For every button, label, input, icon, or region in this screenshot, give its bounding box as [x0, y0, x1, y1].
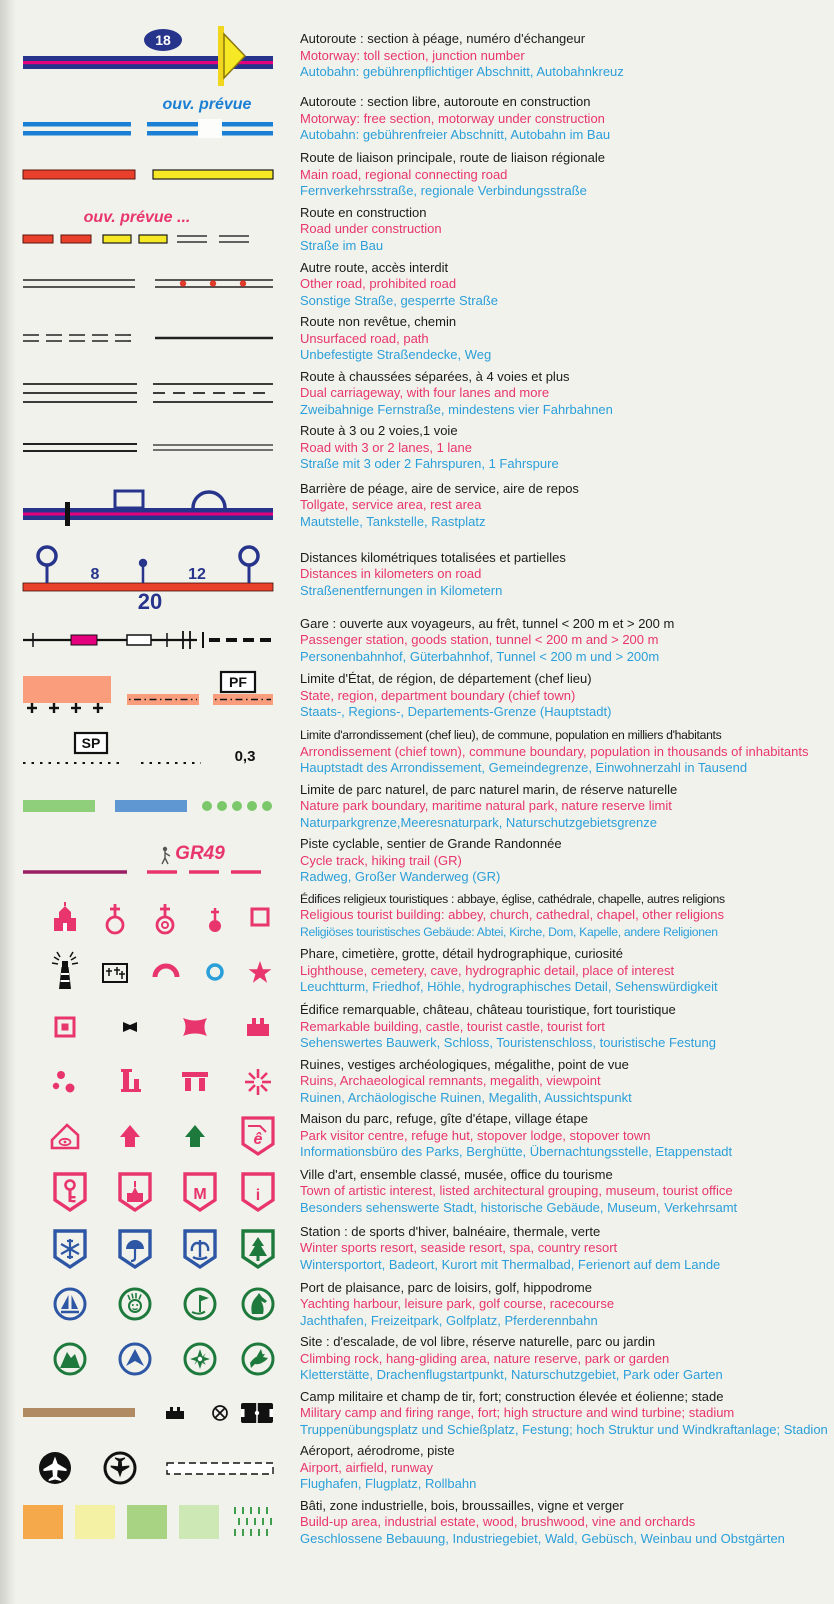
legend-row-arrondissement: SP 0,3 Limite d'arrondissement (chef lieu), de commune, population en milliers d'habitants Arrondissement (chief town), commune boundary, population in thousands of inhabitants Hauptstadt des Arrondissement, Gemeindegrenze, Einwohnerzahl in Tausend: [0, 727, 834, 777]
legend-row-state-boundary: PF Limite d'État, de région, de département (chef lieu) State, region, department boundary (chief town) Staats-, Regions-, Departements-Grenze (Hauptstadt): [0, 670, 834, 722]
svg-text:PF: PF: [229, 674, 247, 690]
seaside-resort-icon: [120, 1231, 150, 1267]
cemetery-icon: [103, 964, 127, 982]
svg-text:8: 8: [90, 565, 100, 583]
place-of-interest-icon: [249, 961, 272, 983]
svg-text:SP: SP: [81, 734, 101, 751]
artistic-town-icon: [55, 1174, 85, 1210]
legend-row-road-construction: ouv. prévue ... Route en construction Road under construction Straße im Bau: [0, 205, 834, 255]
cathedral-icon: [157, 904, 173, 933]
legend-row-tollgate: Barrière de péage, aire de service, aire de repos Tollgate, service area, rest area Mautstelle, Tankstelle, Rastplatz: [0, 478, 834, 534]
legend-row-motorway-toll: [0, 24, 834, 88]
yachting-harbour-icon: [55, 1289, 85, 1319]
legend-row-ruins: Ruines, vestiges archéologiques, mégalithe, point de vue Ruins, Archaeological remnants, megalith, viewpoint Ruinen, Archäologische Ruinen, Megalith, Aussichtspunkt: [0, 1057, 834, 1107]
remarkable-building-icon: [56, 1018, 74, 1036]
other-road-symbol: [23, 280, 135, 287]
listed-grouping-icon: [120, 1174, 150, 1210]
archaeological-remnants-icon: [121, 1069, 141, 1092]
svg-text:i: i: [255, 1186, 261, 1204]
abbey-icon: [54, 902, 76, 931]
tourist-fort-icon: [247, 1018, 269, 1036]
golf-course-icon: [185, 1289, 215, 1319]
wind-turbine-icon: [213, 1406, 227, 1420]
kilometre-marker-icon: [38, 547, 56, 583]
goods-station-icon: [127, 635, 151, 645]
road-construction-symbol: [23, 235, 249, 243]
refuge-hut-icon: [120, 1125, 140, 1147]
racecourse-icon: [243, 1289, 273, 1319]
hiker-icon: [162, 847, 170, 864]
svg-text:ouv. prévue ...: ouv. prévue ...: [83, 208, 191, 226]
svg-text:12: 12: [188, 565, 206, 583]
label-en: Motorway: toll section, junction number: [300, 47, 525, 63]
nature-reserve-limit-symbol: [202, 801, 272, 811]
two-three-lane-road-symbol: [23, 444, 137, 451]
motorway-free-symbol: [23, 96, 273, 138]
megalith-icon: [182, 1072, 208, 1091]
legend-row-landuse: Bâti, zone industrielle, bois, broussailles, vigne et verger Build-up area, industrial estate, wood, brushwood, vine and orchards Geschlossene Bebauung, Industriegebiet, Wald, Gebüsch, Weinbau und Obstgärten: [0, 1498, 834, 1548]
rest-area-icon: [193, 492, 225, 508]
legend-row-main-road: Route de liaison principale, route de liaison régionale Main road, regional connecting road Fernverkehrsstraße, regionale Verbindungsstraße: [0, 150, 834, 200]
stadium-icon: [241, 1403, 273, 1423]
dual-carriageway-symbol: [23, 384, 137, 402]
legend-row-resorts: Station : de sports d'hiver, balnéaire, thermale, verte Winter sports resort, seaside resort, spa, country resort Wintersportort, Badeort, Kurort mit Thermalbad, Ferienort auf dem Lande: [0, 1223, 834, 1275]
fort-icon: [166, 1407, 184, 1419]
passenger-station-icon: [71, 635, 97, 645]
svg-text:ouv. prévue: ouv. prévue: [162, 96, 252, 113]
legend-row-railway: Gare : ouverte aux voyageurs, au frêt, tunnel < 200 m et > 200 m Passenger station, goods station, tunnel < 200 m and > 200 m Personenbahnhof, Güterbahnhof, Tunnel < 200 m und > 200m: [0, 616, 834, 666]
winter-sports-resort-icon: [55, 1231, 85, 1267]
tourist-office-icon: [243, 1174, 273, 1210]
svg-text:ê: ê: [253, 1130, 263, 1148]
service-area-icon: [115, 491, 143, 508]
legend-row-refuges: ê Maison du parc, refuge, gîte d'étape, village étape Park visitor centre, refuge hut, stopover lodge, stopover town Informationsbüro des Parks, Berghütte, Übernachtungsstelle, Etappenstadt: [0, 1111, 834, 1161]
tollgate-icon: [65, 502, 70, 526]
lighthouse-icon: [52, 952, 78, 989]
svg-text:18: 18: [155, 32, 171, 48]
airport-icon: [39, 1452, 71, 1484]
label-de: Autobahn: gebührenpflichtiger Abschnitt, Autobahnkreuz: [300, 64, 624, 80]
one-lane-road-symbol: [153, 445, 273, 450]
svg-text:M: M: [193, 1185, 207, 1203]
climbing-rock-icon: [55, 1344, 85, 1374]
nature-park-boundary-symbol: [23, 800, 95, 812]
country-resort-icon: [243, 1231, 273, 1267]
region-boundary-symbol: [127, 694, 199, 705]
legend-row-nature-park: Limite de parc naturel, de parc naturel marin, de réserve naturelle Nature park boundary, maritime natural park, nature reserve limit Naturparkgrenze,Meeresnaturpark, Naturschutzgebietsgrenze: [0, 782, 834, 832]
kilometre-marker-icon: [240, 547, 258, 583]
cave-icon: [155, 966, 177, 977]
church-icon: [107, 904, 123, 933]
hang-gliding-icon: [120, 1344, 150, 1374]
population-value: 0,3: [234, 747, 256, 765]
marine-park-boundary-symbol: [115, 800, 187, 812]
stopover-lodge-icon: [185, 1125, 205, 1147]
legend-row-cycle-gr: GR49 Piste cyclable, sentier de Grande Randonnée Cycle track, hiking trail (GR) Radweg, Großer Wanderweg (GR): [0, 836, 834, 886]
military-camp-symbol: [23, 1408, 135, 1417]
main-road-symbol: [23, 170, 135, 179]
viewpoint-icon: [245, 1069, 271, 1095]
legend-row-dual-carriageway: Route à chaussées séparées, à 4 voies et plus Dual carriageway, with four lanes and more Zweibahnige Fernstraße, mindestens vier Fahrbahnen: [0, 369, 834, 419]
castle-icon: [123, 1022, 137, 1032]
label-fr: Autoroute : section à péage, numéro d'échangeur: [300, 31, 586, 47]
legend-row-motorway-free: ouv. prévue Autoroute : section libre, autoroute en construction Motorway: free section, motorway under construction Autobahn: gebührenfreier Abschnitt, Autobahn im Bau: [0, 93, 834, 145]
arrondissement-boundary-symbol: [23, 733, 119, 763]
park-garden-icon: [243, 1344, 273, 1374]
wood-swatch: [127, 1505, 167, 1539]
other-religion-icon: [252, 909, 268, 925]
leisure-park-icon: [120, 1289, 150, 1319]
legend-row-unsurfaced-road: Route non revêtue, chemin Unsurfaced road, path Unbefestigte Straßendecke, Weg: [0, 314, 834, 364]
legend-row-town-of-art: M i Ville d'art, ensemble classé, musée, office du tourisme Town of artistic interest, listed architectural grouping, museum, tourist office Besonders sehenswerte Stadt, historische Gebäude, Museum, Verkehrsamt: [0, 1166, 834, 1218]
ruins-icon: [53, 1071, 75, 1093]
legend-row-castles: Édifice remarquable, château, château touristique, fort touristique Remarkable building, castle, tourist castle, tourist fort Sehenswertes Bauwerk, Schloss, Touristenschloss, touristische Festung: [0, 1002, 834, 1052]
runway-symbol: [167, 1463, 273, 1474]
tourist-castle-icon: [183, 1018, 207, 1036]
svg-text:20: 20: [137, 588, 163, 611]
department-boundary-symbol: [213, 672, 273, 705]
airfield-icon: [105, 1453, 135, 1483]
four-lane-road-symbol: [153, 384, 273, 402]
stopover-town-icon: [243, 1118, 273, 1154]
legend-row-sites: Site : d'escalade, de vol libre, réserve naturelle, parc ou jardin Climbing rock, hang-gliding area, nature reserve, park or garden Kletterstätte, Drachenflugstartpunkt, Naturschutzgebiet, Park oder Garten: [0, 1334, 834, 1384]
unsurfaced-road-symbol: [23, 335, 137, 341]
industrial-zone-swatch: [75, 1505, 115, 1539]
legend-row-lighthouse: Phare, cimetière, grotte, détail hydrographique, curiosité Lighthouse, cemetery, cave, hydrographic detail, place of interest Leuchtturm, Friedhof, Höhle, hydrographisches Detail, Sehenswürdigkeit: [0, 945, 834, 997]
under-construction-gap: [198, 119, 222, 138]
hydrographic-detail-icon: [208, 965, 222, 979]
nature-reserve-icon: [185, 1344, 215, 1374]
motorway-toll-symbol: [23, 26, 273, 86]
legend-row-religious: Édifices religieux touristiques : abbaye, église, cathédrale, chapelle, autres religions Religious tourist building: abbey, church, cathedral, chapel, other religions Religiöses touristisches Gebäude: Abtei, Kirche, Dom, Kapelle, andere Religionen: [0, 891, 834, 941]
brushwood-swatch: [179, 1505, 219, 1539]
legend-row-distances: 8 12 20 Distances kilométriques totalisées et partielles Distances in kilometers on road Straßenentfernungen in Kilometern: [0, 539, 834, 611]
museum-icon: [185, 1174, 215, 1210]
long-tunnel-icon: [203, 632, 275, 648]
spa-resort-icon: [185, 1231, 215, 1267]
park-visitor-centre-icon: [52, 1125, 78, 1148]
legend-row-airport: Aéroport, aérodrome, piste Airport, airfield, runway Flughafen, Flugplatz, Rollbahn: [0, 1443, 834, 1493]
vine-orchard-swatch: [235, 1507, 271, 1536]
legend-row-other-road: Autre route, accès interdit Other road, prohibited road Sonstige Straße, gesperrte Straße: [0, 260, 834, 310]
partial-marker-icon: [139, 558, 147, 582]
regional-road-symbol: [153, 170, 273, 179]
state-boundary-symbol: [23, 676, 111, 713]
gr-trail-label: GR49: [175, 842, 225, 864]
chapel-icon: [209, 908, 221, 932]
prohibited-road-symbol: [155, 280, 273, 287]
interchange-icon: [221, 26, 245, 86]
legend-row-military: Camp militaire et champ de tir, fort; construction élevée et éolienne; stade Military camp and firing range, fort; high structure and wind turbine; stadium Truppenübungsplatz und Schießplatz, Festung; hoch Struktur und Windkraftanlage; Stadion: [0, 1389, 834, 1439]
builtup-area-swatch: [23, 1505, 63, 1539]
legend-row-lanes: Route à 3 ou 2 voies,1 voie Road with 3 or 2 lanes, 1 lane Straße mit 3 oder 2 Fahrspuren, 1 Fahrspure: [0, 423, 834, 473]
legend-row-leisure: Port de plaisance, parc de loisirs, golf, hippodrome Yachting harbour, leisure park, golf course, racecourse Jachthafen, Freizeitpark, Golfplatz, Pferderennbahn: [0, 1280, 834, 1330]
